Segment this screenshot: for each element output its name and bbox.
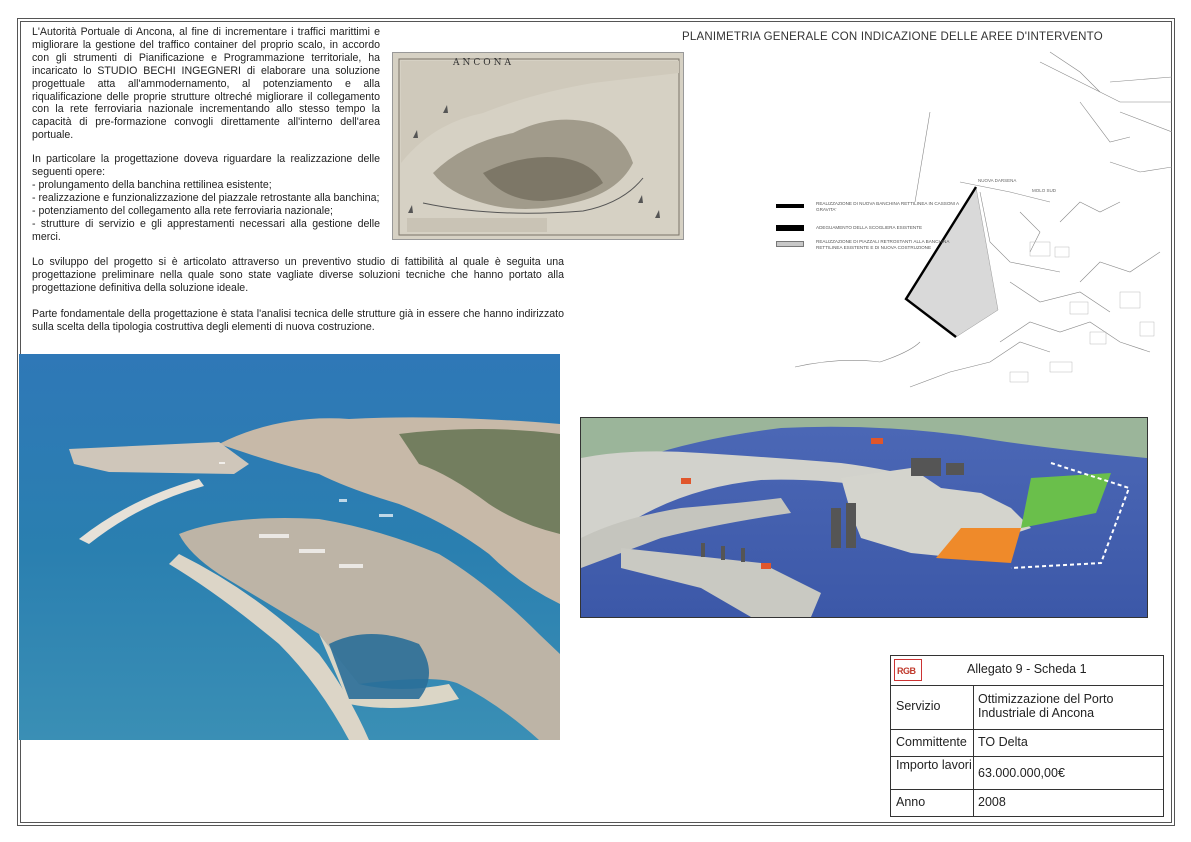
anno-label: Anno [896, 795, 926, 809]
titleblock-divider [973, 685, 974, 816]
list-item: - potenziamento del collegamento alla rete ferroviaria nazionale; [32, 204, 333, 217]
legend-label: ADEGUAMENTO DELLA SCOGLIERA ESISTENTE [816, 225, 923, 230]
site-plan-drawing [780, 42, 1172, 402]
legend-label: REALIZZAZIONE DI NUOVA BANCHINA RETTILINEA IN CASSONI A GRAVITA' [816, 201, 959, 212]
title-block [890, 655, 1164, 817]
titleblock-row-anno [891, 789, 1163, 816]
titleblock-row-servizio [891, 685, 1163, 729]
committente-value: TO Delta [978, 735, 1028, 749]
legend-swatch-breakwater [776, 225, 804, 231]
intro-paragraph-2: In particolare la progettazione doveva riguardare la realizzazione delle seguenti opere: [32, 153, 380, 179]
company-logo [894, 659, 922, 681]
intro-paragraph-4: Parte fondamentale della progettazione è stata l'analisi tecnica delle strutture già in essere che hanno indirizzato sulla scelta della tipologia costruttiva degli elementi di nuova costruzione. [32, 308, 564, 333]
titleblock-row-importo [891, 756, 1163, 789]
aerial-photo-drawing [19, 354, 560, 740]
project-render-drawing [581, 418, 1147, 617]
committente-label: Committente [896, 735, 967, 749]
legend-label: REALIZZAZIONE DI PIAZZALI RETROSTANTI ALLA BANCHINA RETTILINEA ESISTENTE E DI NUOVA COSTRUZIONE [816, 239, 950, 250]
project-render-image [580, 417, 1148, 618]
servizio-value: Ottimizzazione del Porto Industriale di Ancona [978, 692, 1114, 720]
logo-text: RGB [897, 666, 916, 676]
legend-swatch-yards [776, 241, 804, 247]
aerial-photo [19, 354, 560, 740]
intro-text [32, 26, 380, 254]
list-item: - strutture di servizio e gli apprestamenti necessari alla gestione delle merci. [32, 217, 380, 243]
intro-paragraph-3: Lo sviluppo del progetto si è articolato attraverso un preventivo studio di fattibilità al quale è seguita una progettazione preliminare nella quale sono state vagliate diverse soluzioni tecniche che hanno portato alla progettazione definitiva della soluzione ideale. [32, 256, 564, 294]
historic-map-title: ANCONA [453, 58, 515, 68]
anno-value: 2008 [978, 795, 1006, 809]
titleblock-row-committente [891, 729, 1163, 756]
importo-value: 63.000.000,00€ [978, 766, 1065, 780]
label-molo-sud: MOLO SUD [1032, 188, 1057, 193]
importo-label: Importo lavori [896, 758, 972, 772]
legend-swatch-new-quay [776, 204, 804, 208]
list-item: - realizzazione e funzionalizzazione del piazzale retrostante alla banchina; [32, 191, 380, 204]
works-list [32, 179, 380, 244]
historic-map-image [392, 52, 684, 240]
historic-map-drawing [393, 53, 684, 240]
servizio-label: Servizio [896, 699, 941, 713]
list-item: - prolungamento della banchina rettilinea esistente; [32, 178, 272, 191]
sheet-reference: Allegato 9 - Scheda 1 [967, 662, 1087, 676]
intro-paragraph-1: L'Autorità Portuale di Ancona, al fine di incrementare i traffici marittimi e migliorare la gestione del traffico container del proprio scalo, in accordo con gli strumenti di Pianificazione e Programmazione territoriale, ha incaricato lo STUDIO BECHI INGEGNERI di elaborare una soluzione progettuale atta all'ammodernamento, al potenziamento e alla riqualificazione delle proprie strutture oltreché migliorare il collegamento con la rete ferroviaria nazionale incrementando allo stesso tempo la capacità di pre-formazione convogli direttamente all'interno dell'area portuale. [32, 26, 380, 142]
plan-title: PLANIMETRIA GENERALE CON INDICAZIONE DELLE AREE D'INTERVENTO [682, 31, 1103, 43]
label-nuova-darsena: NUOVA DARSENA [978, 178, 1017, 183]
